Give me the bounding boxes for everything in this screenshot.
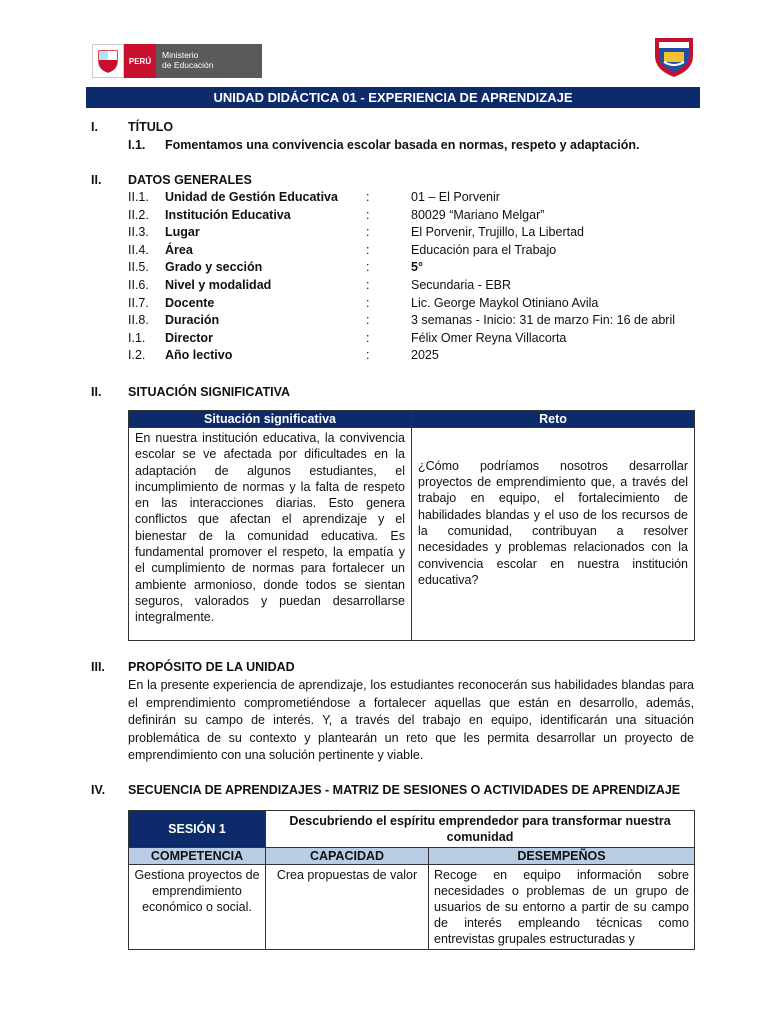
sesion-table (128, 810, 695, 950)
dato-number: II.7. (128, 295, 149, 310)
dato-label: Institución Educativa (165, 207, 291, 222)
dato-value: Secundaria - EBR (411, 278, 512, 292)
dato-number: I.2. (128, 348, 146, 363)
dato-colon: : (366, 242, 370, 257)
section-2-number: II. (91, 173, 102, 187)
dato-number: I.1. (128, 330, 146, 345)
dato-label: Año lectivo (165, 348, 233, 363)
dato-colon: : (366, 225, 370, 240)
dato-label: Docente (165, 295, 215, 310)
ministerio-label: Ministerio de Educación (156, 44, 262, 78)
competencia-cell: Gestiona proyectos de emprendimiento económico o social. (129, 865, 266, 950)
section-4-number: III. (91, 660, 105, 674)
dato-colon: : (366, 207, 370, 222)
session-label: SESIÓN 1 (129, 811, 266, 848)
capacidad-cell: Crea propuestas de valor (266, 865, 429, 950)
reto-text: ¿Cómo podríamos nosotros desarrollar proyectos de emprendimiento que, a través del trabajo en equipo, el fortalecimiento de habilidades blandas y el uso de los recursos de la comunidad, contribuyan a resolver necesidades y problemas relacionados con la convivencia escolar en nuestra institución educativa? (412, 428, 695, 641)
dato-label: Unidad de Gestión Educativa (165, 190, 338, 204)
desempeno-cell: Recoge en equipo información sobre necesidades o problemas de un grupo de usuarios de su entorno a partir de su campo de interés empleando técnicas como entrevistas grupales estructuradas y (429, 865, 695, 950)
dato-value: 3 semanas - Inicio: 31 de marzo Fin: 16 de abril (411, 313, 676, 328)
situacion-header: Situación significativa (129, 411, 412, 428)
dato-label: Área (165, 242, 193, 257)
competencia-header: COMPETENCIA (129, 848, 266, 865)
section-3-heading: SITUACIÓN SIGNIFICATIVA (128, 385, 291, 399)
section-2-heading: DATOS GENERALES (128, 173, 252, 187)
dato-label: Director (165, 330, 213, 345)
dato-number: II.4. (128, 242, 149, 257)
peru-shield-icon (92, 44, 124, 78)
section-5-number: IV. (91, 783, 106, 797)
dato-number: II.1. (128, 190, 149, 204)
dato-number: II.5. (128, 260, 149, 275)
section-1-item-number: I.1. (128, 138, 146, 152)
proposito-text: En la presente experiencia de aprendizaje, los estudiantes reconocerán sus habilidades blandas para el emprendimiento comprometiéndose a fortalecer aquellas que están en desarrollo, además, definirán su campo de interés. Y, a través del trabajo en equipo, identificarán una situación problemática de su contexto y plantearán un reto que les permita desarrollar un proyecto de emprendimiento con una solución pertinente y viable. (128, 678, 694, 763)
dato-number: II.3. (128, 225, 149, 240)
dato-label: Duración (165, 313, 220, 328)
dato-value: Félix Omer Reyna Villacorta (411, 330, 567, 345)
dato-colon: : (366, 295, 370, 310)
school-crest-icon (652, 34, 696, 78)
section-1-number: I. (91, 120, 98, 134)
dato-label: Grado y sección (165, 260, 263, 275)
dato-value: Lic. George Maykol Otiniano Avila (411, 295, 599, 310)
section-5-heading: SECUENCIA DE APRENDIZAJES - MATRIZ DE SESIONES O ACTIVIDADES DE APRENDIZAJE (128, 783, 681, 797)
session-title: Descubriendo el espíritu emprendedor para transformar nuestra comunidad (266, 811, 695, 848)
desempenos-header: DESEMPEÑOS (429, 848, 695, 865)
dato-value: 5° (411, 260, 423, 275)
section-3-number: II. (91, 385, 102, 399)
minedu-logo (92, 44, 262, 78)
dato-value: Educación para el Trabajo (411, 242, 557, 257)
dato-number: II.6. (128, 278, 149, 292)
dato-label: Nivel y modalidad (165, 278, 272, 292)
reto-header: Reto (412, 411, 695, 428)
dato-value: 80029 “Mariano Melgar” (411, 207, 545, 222)
document-title: UNIDAD DIDÁCTICA 01 - EXPERIENCIA DE APRENDIZAJE (86, 87, 700, 108)
section-1-item-text: Fomentamos una convivencia escolar basada en normas, respeto y adaptación. (165, 138, 640, 152)
dato-value: 2025 (411, 348, 439, 363)
situacion-text: En nuestra institución educativa, la convivencia escolar se ve afectada por dificultades en la adaptación de algunos estudiantes, el incumplimiento de normas y la falta de respeto en las interacciones diarias. Esto genera conflictos que afectan el aprendizaje y el bienestar de la comunidad educativa. Es fundamental promover el respeto, la empatía y el cumplimiento de normas para fortalecer un ambiente armonioso, donde todos se sientan seguros, valorados y puedan desarrollarse integralmente. (129, 428, 412, 641)
dato-value: El Porvenir, Trujillo, La Libertad (411, 225, 585, 240)
dato-colon: : (366, 348, 370, 363)
dato-colon: : (366, 190, 370, 204)
section-4-heading: PROPÓSITO DE LA UNIDAD (128, 660, 295, 674)
dato-colon: : (366, 330, 370, 345)
dato-value: 01 – El Porvenir (411, 190, 500, 204)
peru-label: PERÚ (124, 44, 156, 78)
section-1-heading: TÍTULO (128, 120, 174, 134)
situacion-table (128, 410, 695, 641)
dato-colon: : (366, 260, 370, 275)
dato-number: II.8. (128, 313, 149, 328)
dato-colon: : (366, 313, 370, 328)
dato-colon: : (366, 278, 370, 292)
dato-label: Lugar (165, 225, 200, 240)
dato-number: II.2. (128, 207, 149, 222)
capacidad-header: CAPACIDAD (266, 848, 429, 865)
